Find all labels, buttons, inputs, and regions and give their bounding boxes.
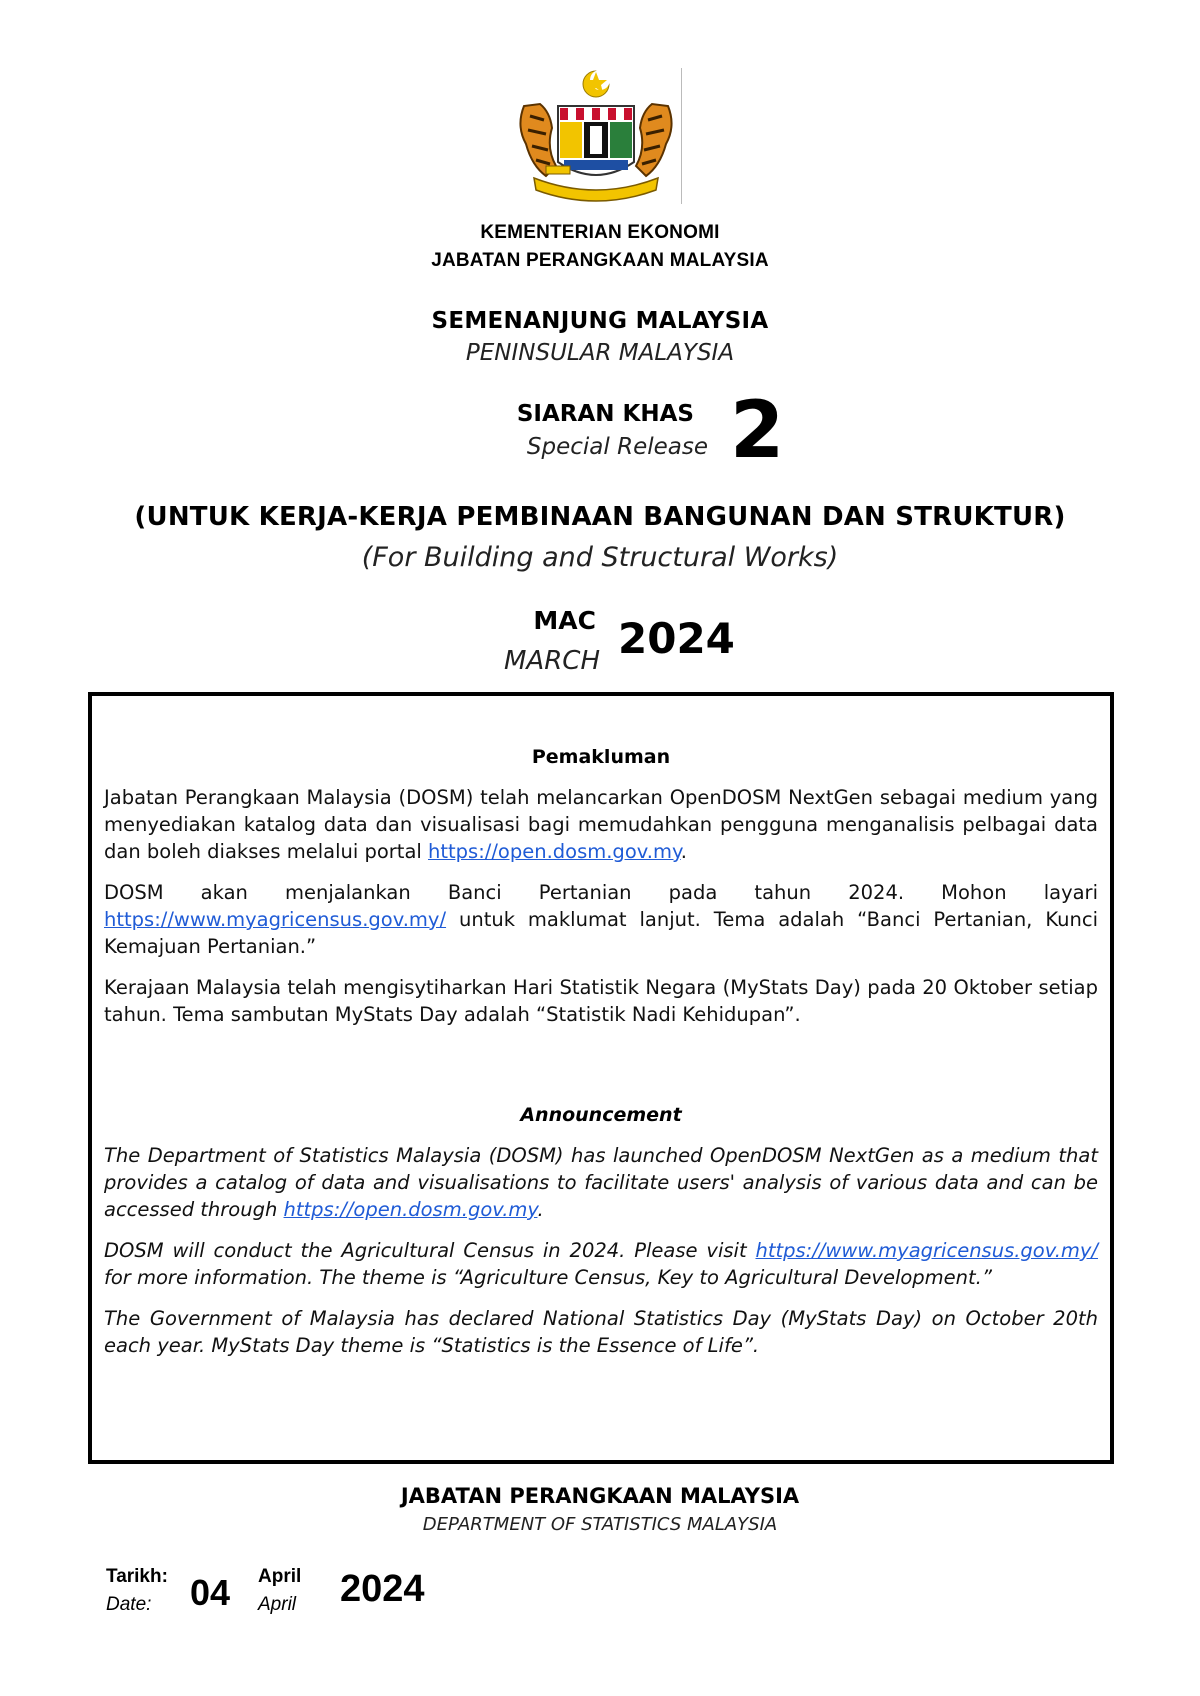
- date-day: 04: [190, 1572, 231, 1613]
- announcement-ms-p2-end: untuk maklumat lanjut. Tema adalah “Banci Pertanian, Kunci Kemajuan Pertanian.”: [104, 908, 1098, 958]
- announcement-en: [104, 1104, 1098, 1373]
- coat-of-arms-logo: [506, 66, 686, 206]
- date-month-en: April: [258, 1594, 297, 1615]
- announcement-en-p1-text: The Department of Statistics Malaysia (DOSM) has launched OpenDOSM NextGen as a medium that provides a catalog of data and visualisations to facilitate users' analysis of various data and can be accessed through: [104, 1144, 1098, 1221]
- agricensus-link-en[interactable]: https://www.myagricensus.gov.my/: [755, 1239, 1098, 1262]
- date-label: Tarikh:: [106, 1566, 168, 1587]
- announcement-heading-ms: Pemakluman: [531, 746, 671, 768]
- announcement-ms-paragraph-3: Kerajaan Malaysia telah mengisytiharkan Hari Statistik Negara (MyStats Day) pada 20 Oktober setiap tahun. Tema sambutan MyStats Day adalah “Statistik Nadi Kehidupan”.: [104, 976, 1098, 1026]
- ministry-name: KEMENTERIAN EKONOMI: [480, 222, 720, 243]
- announcement-ms-paragraph-2: [104, 879, 1098, 960]
- date-label-en: Date:: [106, 1594, 152, 1615]
- announcement-en-p2-text: DOSM will conduct the Agricultural Census in 2024. Please visit: [104, 1239, 756, 1262]
- release-label: SIARAN KHAS: [516, 401, 694, 427]
- opendosm-link-en[interactable]: https://open.dosm.gov.my: [283, 1198, 538, 1221]
- announcement-ms: [104, 746, 1098, 1042]
- opendosm-link[interactable]: https://open.dosm.gov.my: [428, 840, 681, 863]
- announcement-en-p2-end: for more information. The theme is “Agriculture Census, Key to Agricultural Development.”: [104, 1266, 992, 1289]
- release-label-en: Special Release: [526, 434, 708, 460]
- region-title-en: PENINSULAR MALAYSIA: [465, 340, 735, 366]
- footer-department-en: DEPARTMENT OF STATISTICS MALAYSIA: [422, 1514, 778, 1535]
- announcement-ms-p1-text: Jabatan Perangkaan Malaysia (DOSM) telah melancarkan OpenDOSM NextGen sebagai medium yang menyediakan katalog data dan visualisasi bagi memudahkan pengguna menganalisis pelbagai data dan boleh diakses melalui portal: [104, 786, 1098, 863]
- announcement-heading-en: Announcement: [520, 1104, 682, 1126]
- announcement-ms-paragraph-1: [104, 784, 1098, 865]
- footer-department: JABATAN PERANGKAAN MALAYSIA: [400, 1484, 800, 1508]
- region-title: SEMENANJUNG MALAYSIA: [431, 308, 769, 334]
- period-year: 2024: [618, 614, 735, 663]
- date-year: 2024: [340, 1568, 425, 1610]
- agricensus-link[interactable]: https://www.myagricensus.gov.my/: [104, 908, 447, 931]
- announcement-en-paragraph-3: The Government of Malaysia has declared National Statistics Day (MyStats Day) on October 20th each year. MyStats Day theme is “Statistics is the Essence of Life”.: [104, 1307, 1098, 1357]
- announcement-en-paragraph-1: [104, 1142, 1098, 1223]
- release-number: 2: [730, 386, 785, 476]
- announcement-box: [88, 692, 1114, 1464]
- month-label: MAC: [533, 606, 596, 635]
- announcement-ms-p2-text: DOSM akan menjalankan Banci Pertanian pada tahun 2024. Mohon layari: [104, 881, 1098, 904]
- month-label-en: MARCH: [504, 646, 600, 676]
- announcement-en-p1-end: .: [537, 1198, 544, 1221]
- crest-divider: [681, 68, 682, 204]
- announcement-ms-p1-end: .: [680, 840, 687, 863]
- department-name: JABATAN PERANGKAAN MALAYSIA: [431, 250, 769, 271]
- date-month: April: [258, 1566, 302, 1587]
- announcement-en-paragraph-2: [104, 1237, 1098, 1291]
- subject-title: (UNTUK KERJA-KERJA PEMBINAAN BANGUNAN DAN STRUKTUR): [134, 502, 1066, 532]
- subject-title-en: (For Building and Structural Works): [361, 542, 839, 573]
